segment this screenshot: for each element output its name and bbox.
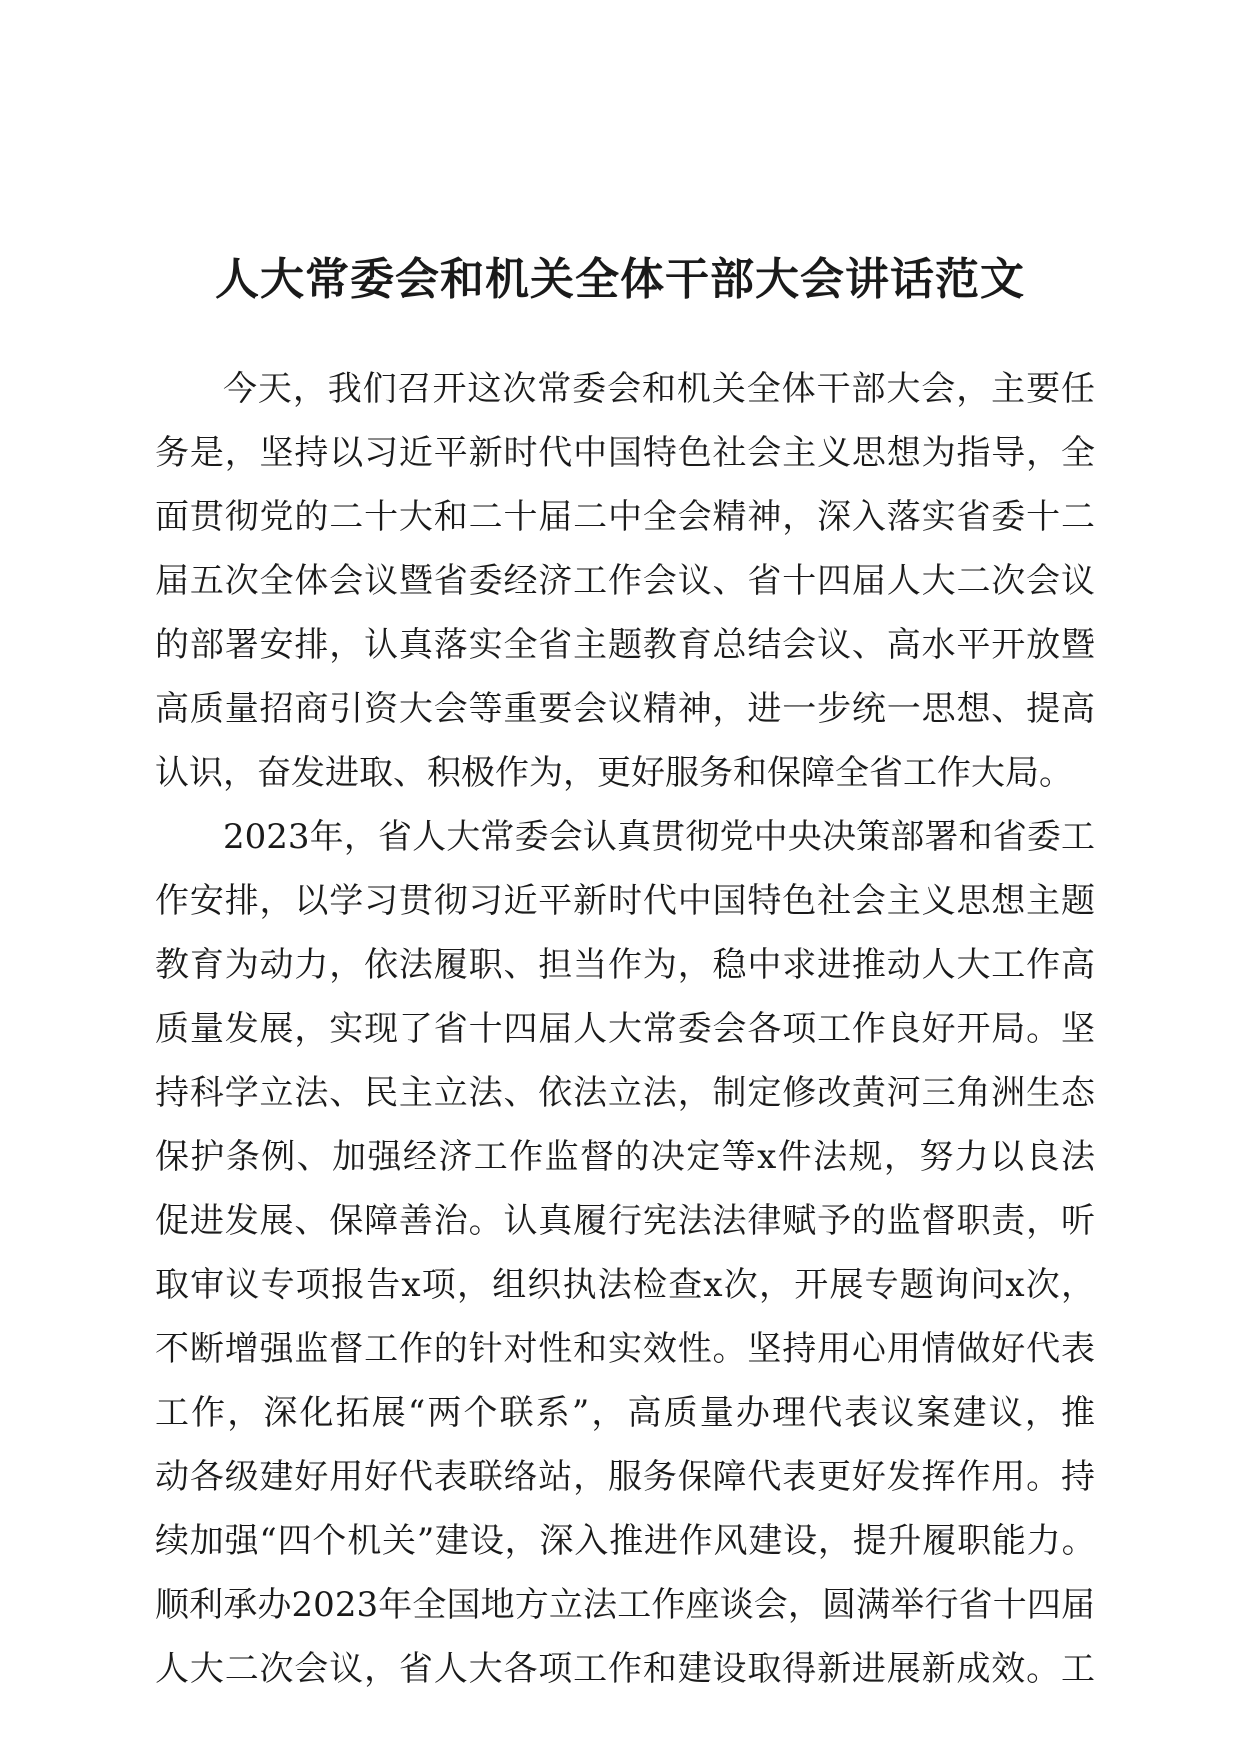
document-title: 人大常委会和机关全体干部大会讲话范文 <box>215 254 1025 305</box>
body-line: 认识，奋发进取、积极作为，更好服务和保障全省工作大局。 <box>155 753 1073 793</box>
body-line: 的部署安排，认真落实全省主题教育总结会议、高水平开放暨 <box>155 625 1095 665</box>
body-line: 面贯彻党的二十大和二十届二中全会精神，深入落实省委十二 <box>155 497 1095 537</box>
body-line: 今天，我们召开这次常委会和机关全体干部大会，主要任 <box>223 369 1095 409</box>
document-body <box>155 357 1095 1701</box>
body-line: 工作，深化拓展“两个联系”，高质量办理代表议案建议，推 <box>155 1393 1095 1433</box>
body-line: 人大二次会议，省人大各项工作和建设取得新进展新成效。工 <box>155 1649 1095 1689</box>
body-line: 促进发展、保障善治。认真履行宪法法律赋予的监督职责，听 <box>155 1201 1095 1241</box>
body-line: 质量发展，实现了省十四届人大常委会各项工作良好开局。坚 <box>155 1009 1095 1049</box>
body-line: 教育为动力，依法履职、担当作为，稳中求进推动人大工作高 <box>155 945 1095 985</box>
body-line: 务是，坚持以习近平新时代中国特色社会主义思想为指导，全 <box>155 433 1095 473</box>
body-line: 动各级建好用好代表联络站，服务保障代表更好发挥作用。持 <box>155 1457 1095 1497</box>
body-line: 续加强“四个机关”建设，深入推进作风建设，提升履职能力。 <box>155 1521 1095 1561</box>
body-line: 高质量招商引资大会等重要会议精神，进一步统一思想、提高 <box>155 689 1095 729</box>
body-line: 保护条例、加强经济工作监督的决定等x件法规，努力以良法 <box>155 1137 1095 1177</box>
body-line: 作安排，以学习贯彻习近平新时代中国特色社会主义思想主题 <box>155 881 1095 921</box>
body-line: 取审议专项报告x项，组织执法检查x次，开展专题询问x次， <box>155 1265 1095 1305</box>
body-line: 顺利承办2023年全国地方立法工作座谈会，圆满举行省十四届 <box>155 1585 1095 1625</box>
body-line: 不断增强监督工作的针对性和实效性。坚持用心用情做好代表 <box>155 1329 1095 1369</box>
body-line: 2023年，省人大常委会认真贯彻党中央决策部署和省委工 <box>223 817 1095 857</box>
body-line: 届五次全体会议暨省委经济工作会议、省十四届人大二次会议 <box>155 561 1095 601</box>
body-line: 持科学立法、民主立法、依法立法，制定修改黄河三角洲生态 <box>155 1073 1095 1113</box>
